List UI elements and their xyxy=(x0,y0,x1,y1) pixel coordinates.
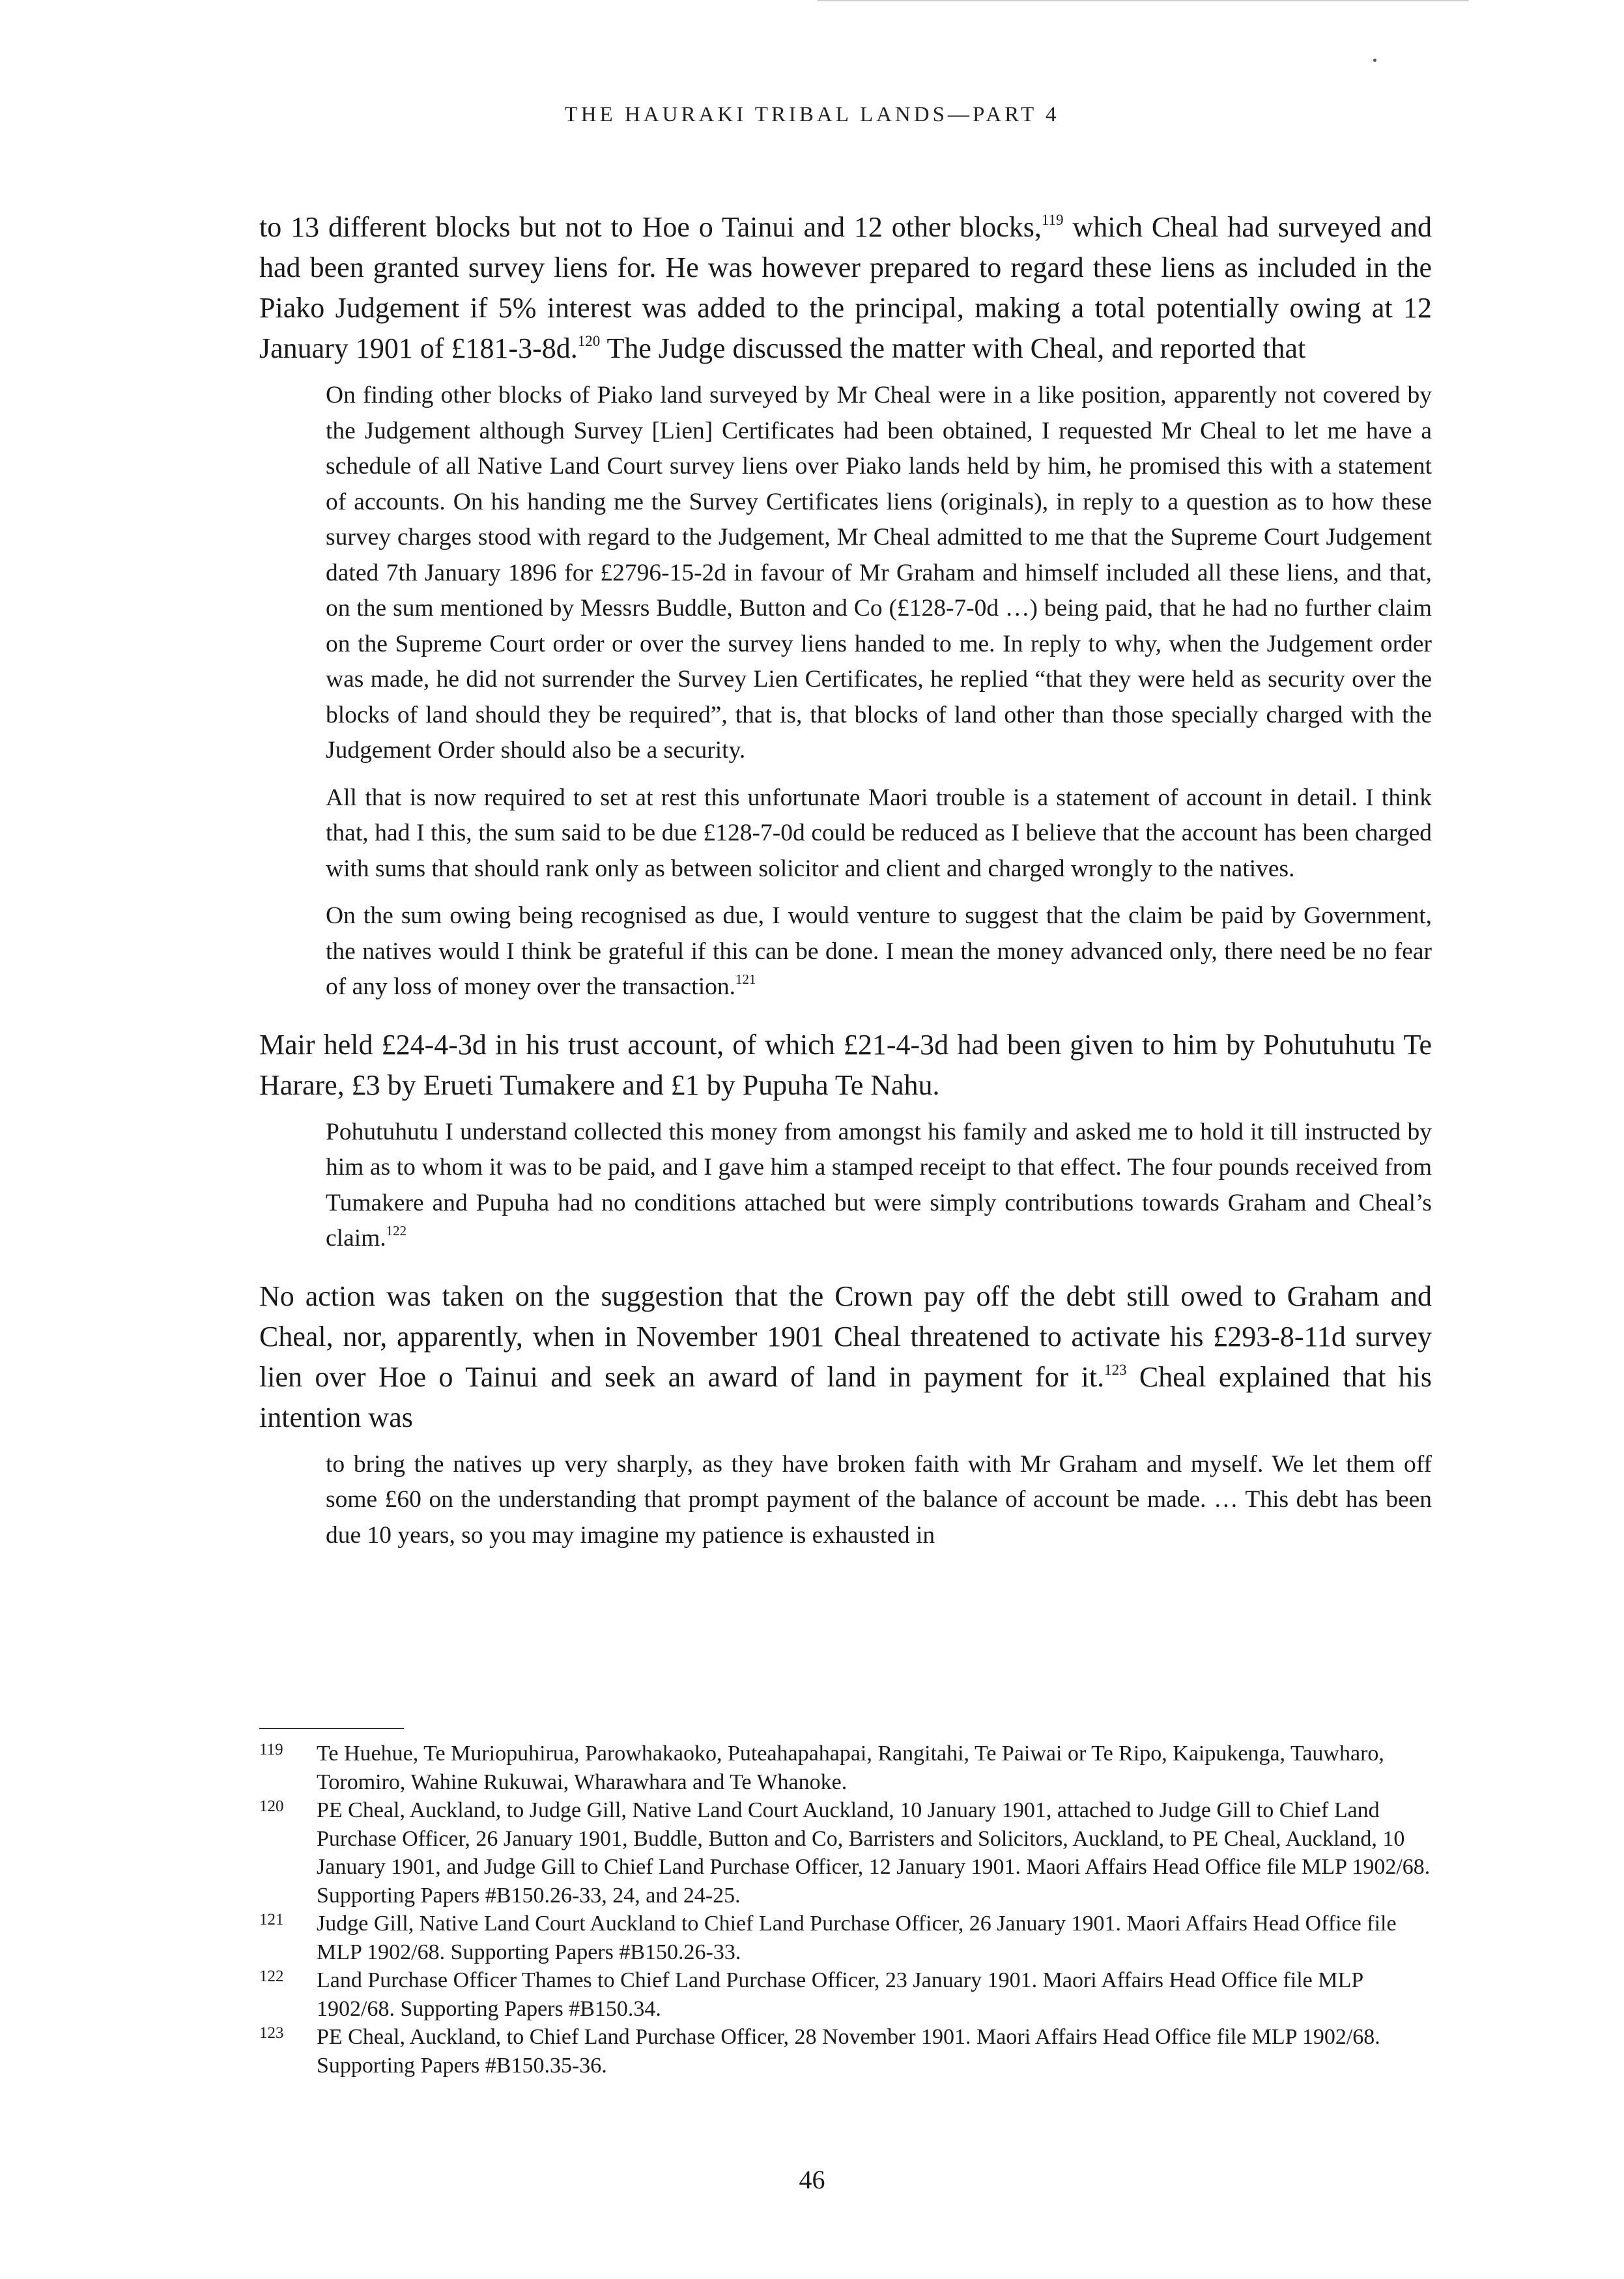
footnote-number: 122 xyxy=(259,1968,284,1985)
quote-paragraph xyxy=(326,898,1432,1005)
footnote-120 xyxy=(259,1796,1432,1910)
body-paragraph-2: Mair held £24-4-3d in his trust account, of which £21-4-3d had been given to him by Pohutuhutu Te Harare, £3 by Erueti Tumakere and £1 by Pupuha Te Nahu. xyxy=(259,1028,1432,1101)
footnote-number: 121 xyxy=(259,1911,284,1928)
block-quote-1 xyxy=(326,378,1432,1005)
block-quote-3 xyxy=(326,1447,1432,1554)
footnote-text: PE Cheal, Auckland, to Judge Gill, Native Land Court Auckland, 10 January 1901, attached to Judge Gill to Chief Land Purchase Officer, 26 January 1901, Buddle, Button and Co, Barristers and Solicitors, Auckland, to PE Cheal, Auckland, 10 January 1901, and Judge Gill to Chief Land Purchase Officer, 12 January 1901. Maori Affairs Head Office file MLP 1902/68. Supporting Papers #B150.26-33, 24, and 24-25. xyxy=(317,1798,1431,1908)
quote-paragraph xyxy=(326,1115,1432,1257)
paragraph-text: No action was taken on the suggestion that the Crown pay off the debt still owed to Graham and Cheal, nor, apparently, when in November 1901 Cheal threatened to activate his £293-8-11d survey lien over Hoe o Tainui and seek an award of land in payment for it. xyxy=(259,1280,1432,1393)
footnote-text: Judge Gill, Native Land Court Auckland to Chief Land Purchase Officer, 26 January 1901. Maori Affairs Head Office file MLP 1902/68. Supporting Papers #B150.26-33. xyxy=(317,1912,1397,1964)
body-paragraph-1 xyxy=(259,207,1432,369)
paragraph-text: which Cheal had surveyed and had been granted survey liens for. He was however prepared to regard these liens as included in the Piako Judgement if 5% interest was added to the principal, making a total potentially owing at 12 January 1901 of £181-3-8d. xyxy=(259,211,1432,364)
quote-text: On the sum owing being recognised as due, I would venture to suggest that the claim be paid by Government, the natives would I think be grateful if this can be done. I mean the money advanced only, there need be no fear of any loss of money over the transaction. xyxy=(326,902,1432,1000)
footnote-text: Te Huehue, Te Muriopuhirua, Parowhakaoko, Puteahapahapai, Rangitahi, Te Paiwai or Te Ripo, Kaipukenga, Tauwharo, Toromiro, Wahine Rukuwai, Wharawhara and Te Whanoke. xyxy=(317,1742,1384,1794)
footnote-number: 120 xyxy=(259,1798,284,1815)
footnote-text: PE Cheal, Auckland, to Chief Land Purchase Officer, 28 November 1901. Maori Affairs Head Office file MLP 1902/68. Supporting Papers #B150.35-36. xyxy=(317,2025,1380,2078)
footnotes xyxy=(259,1740,1432,2080)
paragraph-text: Cheal explained that his intention was xyxy=(259,1360,1432,1433)
top-edge-rule xyxy=(818,0,1469,1)
quote-paragraph: to bring the natives up very sharply, as they have broken faith with Mr Graham and myself. We let them off some £60 on the understanding that prompt payment of the balance of account be made. … This debt has been due 10 years, so you may imagine my patience is exhausted in xyxy=(326,1450,1432,1549)
quote-paragraph: All that is now required to set at rest this unfortunate Maori trouble is a statement of account in detail. I think that, had I this, the sum said to be due £128-7-0d could be reduced as I believe that the account has been charged with sums that should rank only as between solicitor and client and charged wrongly to the natives. xyxy=(326,784,1432,882)
footnote-number: 119 xyxy=(259,1741,283,1758)
footnote-ref-122[interactable]: 122 xyxy=(386,1223,407,1239)
footnote-121 xyxy=(259,1910,1432,1966)
footnote-ref-119[interactable]: 119 xyxy=(1041,212,1064,228)
page-number: 46 xyxy=(799,2165,825,2194)
footnote-ref-121[interactable]: 121 xyxy=(735,971,756,987)
body-paragraph-3 xyxy=(259,1276,1432,1438)
scan-speck xyxy=(1373,59,1376,62)
footnote-122 xyxy=(259,1966,1432,2023)
main-text xyxy=(259,207,1432,1565)
footnote-number: 123 xyxy=(259,2024,284,2042)
quote-paragraph: On finding other blocks of Piako land surveyed by Mr Cheal were in a like position, apparently not covered by the Judgement although Survey [Lien] Certificates had been obtained, I requested Mr Cheal to let me have a schedule of all Native Land Court survey liens over Piako lands held by him, he promised this with a statement of accounts. On his handing me the Survey Certificates liens (originals), in reply to a question as to how these survey charges stood with regard to the Judgement, Mr Cheal admitted to me that the Supreme Court Judgement dated 7th January 1896 for £2796-15-2d in favour of Mr Graham and himself included all these liens, and that, on the sum mentioned by Messrs Buddle, Button and Co (£128-7-0d …) being paid, that he had no further claim on the Supreme Court order or over the survey liens handed to me. In reply to why, when the Judgement order was made, he did not surrender the Survey Lien Certificates, he replied “that they were held as security over the blocks of land should they be required”, that is, that blocks of land other than those specially charged with the Judgement Order should also be a security. xyxy=(326,382,1432,764)
footnote-ref-120[interactable]: 120 xyxy=(577,333,601,349)
running-head: THE HAURAKI TRIBAL LANDS—PART 4 xyxy=(564,103,1060,126)
block-quote-2 xyxy=(326,1115,1432,1257)
footnote-119 xyxy=(259,1740,1432,1796)
footnote-separator xyxy=(259,1728,404,1729)
footnote-ref-123[interactable]: 123 xyxy=(1104,1361,1127,1378)
paragraph-text: The Judge discussed the matter with Cheal, and reported that xyxy=(600,332,1306,364)
paragraph-text: to 13 different blocks but not to Hoe o Tainui and 12 other blocks, xyxy=(259,211,1042,243)
quote-text: Pohutuhutu I understand collected this money from amongst his family and asked me to hold it till instructed by him as to whom it was to be paid, and I gave him a stamped receipt to that effect. The four pounds received from Tumakere and Pupuha had no conditions attached but were simply contributions towards Graham and Cheal’s claim. xyxy=(326,1118,1432,1252)
footnote-text: Land Purchase Officer Thames to Chief Land Purchase Officer, 23 January 1901. Maori Affairs Head Office file MLP 1902/68. Supporting Papers #B150.34. xyxy=(317,1968,1363,2021)
footnote-123 xyxy=(259,2023,1432,2080)
